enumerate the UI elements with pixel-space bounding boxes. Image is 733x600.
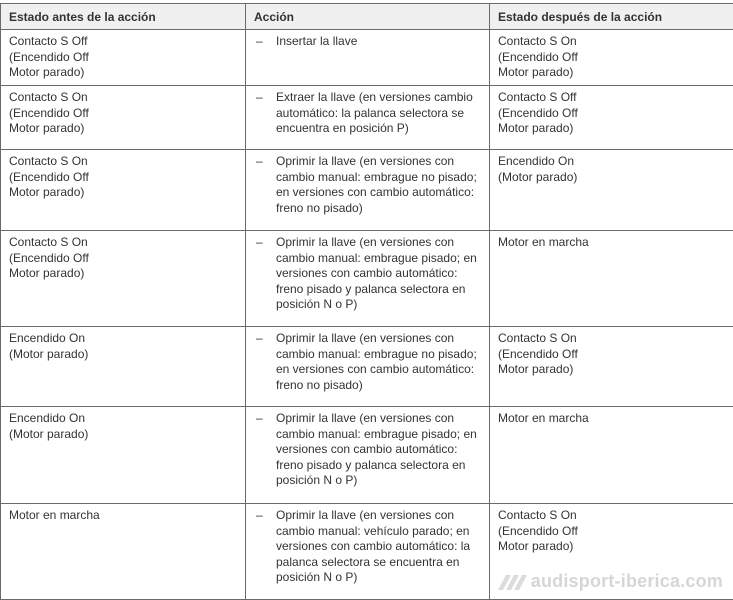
- cell-text-line: freno pisado y palanca selectora en: [276, 281, 466, 296]
- cell-text-line: Motor parado): [9, 266, 85, 280]
- cell-action: [246, 504, 490, 600]
- cell-text-line: Motor parado): [9, 121, 85, 135]
- cell-text-line: Oprimir la llave (en versiones con: [276, 235, 455, 249]
- table-row: [1, 407, 733, 504]
- cell-text-line: versiones con cambio automático: la: [276, 539, 471, 553]
- cell-text-line: automático: la palanca selectora se: [276, 105, 465, 120]
- cell-text-line: (Motor parado): [498, 169, 578, 184]
- table-row: [1, 30, 733, 86]
- state-action-table: [0, 3, 733, 600]
- header-state-before: Estado antes de la acción: [1, 4, 246, 30]
- cell-text-line: versiones con cambio automático:: [276, 266, 458, 280]
- cell-text-line: Motor parado): [9, 65, 85, 79]
- cell-text-line: Oprimir la llave (en versiones con: [276, 331, 455, 345]
- header-state-after: Estado después de la acción: [490, 4, 733, 30]
- cell-text-line: palanca selectora se encuentra en: [276, 554, 460, 569]
- table-row: [1, 86, 733, 150]
- cell-state-before: [1, 150, 246, 231]
- cell-text-line: cambio manual: embrague no pisado;: [276, 346, 477, 361]
- cell-text-line: posición N o P): [276, 570, 358, 584]
- cell-text-line: Motor en marcha: [9, 508, 100, 522]
- cell-text-line: Motor parado): [9, 185, 85, 199]
- cell-text-line: Contacto S On: [9, 154, 88, 168]
- cell-text-line: (Motor parado): [9, 426, 89, 441]
- cell-text-line: cambio manual: embrague pisado; en: [276, 426, 477, 441]
- cell-text-line: Contacto S Off: [9, 34, 88, 48]
- cell-text-line: (Encendido Off: [498, 49, 578, 64]
- cell-text-line: Motor en marcha: [498, 235, 589, 249]
- table-row: [1, 327, 733, 407]
- cell-text-line: encuentra en posición P): [276, 121, 409, 135]
- cell-text-line: freno no pisado): [276, 200, 363, 215]
- cell-action: [246, 327, 490, 407]
- cell-text-line: posición N o P): [276, 297, 358, 311]
- cell-state-before: [1, 327, 246, 407]
- cell-text-line: (Encendido Off: [498, 105, 578, 120]
- cell-text-line: Encendido On: [498, 154, 575, 168]
- cell-text-line: Contacto S On: [9, 90, 88, 104]
- cell-text-line: posición N o P): [276, 473, 358, 487]
- cell-text-line: Contacto S Off: [498, 90, 577, 104]
- cell-text-line: Motor parado): [498, 539, 574, 553]
- cell-text-line: (Motor parado): [9, 346, 89, 361]
- cell-state-after: [490, 504, 733, 600]
- cell-text-line: Insertar la llave: [276, 34, 358, 48]
- cell-state-before: [1, 231, 246, 327]
- cell-text-line: (Encendido Off: [498, 346, 578, 361]
- cell-text-line: Contacto S On: [498, 34, 577, 48]
- cell-text-line: freno no pisado): [276, 377, 363, 392]
- cell-state-before: [1, 30, 246, 86]
- cell-action: [246, 231, 490, 327]
- cell-text-line: en versiones con cambio automático:: [276, 362, 475, 376]
- cell-text-line: (Encendido Off: [9, 250, 89, 265]
- table-row: [1, 231, 733, 327]
- cell-text-line: Contacto S On: [498, 508, 577, 522]
- table-header-row: [1, 4, 733, 30]
- cell-text-line: (Encendido Off: [9, 49, 89, 64]
- cell-text-line: Contacto S On: [498, 331, 577, 345]
- cell-text-line: Motor parado): [498, 65, 574, 79]
- cell-state-after: [490, 407, 733, 504]
- cell-text-line: (Encendido Off: [498, 523, 578, 538]
- cell-state-after: [490, 327, 733, 407]
- cell-text-line: Motor parado): [498, 362, 574, 376]
- cell-state-before: [1, 407, 246, 504]
- cell-action: [246, 30, 490, 86]
- cell-state-after: [490, 150, 733, 231]
- cell-action: [246, 150, 490, 231]
- table-body: [1, 30, 733, 600]
- cell-text-line: Motor parado): [498, 121, 574, 135]
- cell-text-line: (Encendido Off: [9, 105, 89, 120]
- cell-action: [246, 407, 490, 504]
- cell-text-line: freno pisado y palanca selectora en: [276, 457, 466, 472]
- cell-text-line: Encendido On: [9, 331, 86, 345]
- cell-text-line: en versiones con cambio automático:: [276, 185, 475, 199]
- cell-text-line: Motor en marcha: [498, 411, 589, 425]
- cell-state-after: [490, 30, 733, 86]
- list-dash: –: [256, 508, 263, 522]
- list-dash: –: [256, 331, 263, 345]
- table-row: [1, 150, 733, 231]
- cell-text-line: cambio manual: embrague pisado; en: [276, 250, 477, 265]
- cell-text-line: Oprimir la llave (en versiones con: [276, 154, 455, 168]
- cell-action: [246, 86, 490, 150]
- cell-text-line: Extraer la llave (en versiones cambio: [276, 90, 473, 104]
- list-dash: –: [256, 34, 263, 48]
- table-row: [1, 504, 733, 600]
- list-dash: –: [256, 154, 263, 168]
- cell-state-after: [490, 231, 733, 327]
- header-action: Acción: [246, 4, 490, 30]
- cell-text-line: cambio manual: vehículo parado; en: [276, 523, 470, 538]
- cell-text-line: Contacto S On: [9, 235, 88, 249]
- cell-text-line: (Encendido Off: [9, 169, 89, 184]
- cell-text-line: cambio manual: embrague no pisado;: [276, 169, 477, 184]
- cell-text-line: Oprimir la llave (en versiones con: [276, 411, 455, 425]
- list-dash: –: [256, 90, 263, 104]
- list-dash: –: [256, 411, 263, 425]
- watermark-text: audisport-iberica.com: [530, 571, 723, 591]
- list-dash: –: [256, 235, 263, 249]
- cell-text-line: Oprimir la llave (en versiones con: [276, 508, 455, 522]
- cell-state-before: [1, 86, 246, 150]
- cell-text-line: versiones con cambio automático:: [276, 442, 458, 456]
- cell-text-line: Encendido On: [9, 411, 86, 425]
- cell-state-before: [1, 504, 246, 600]
- cell-state-after: [490, 86, 733, 150]
